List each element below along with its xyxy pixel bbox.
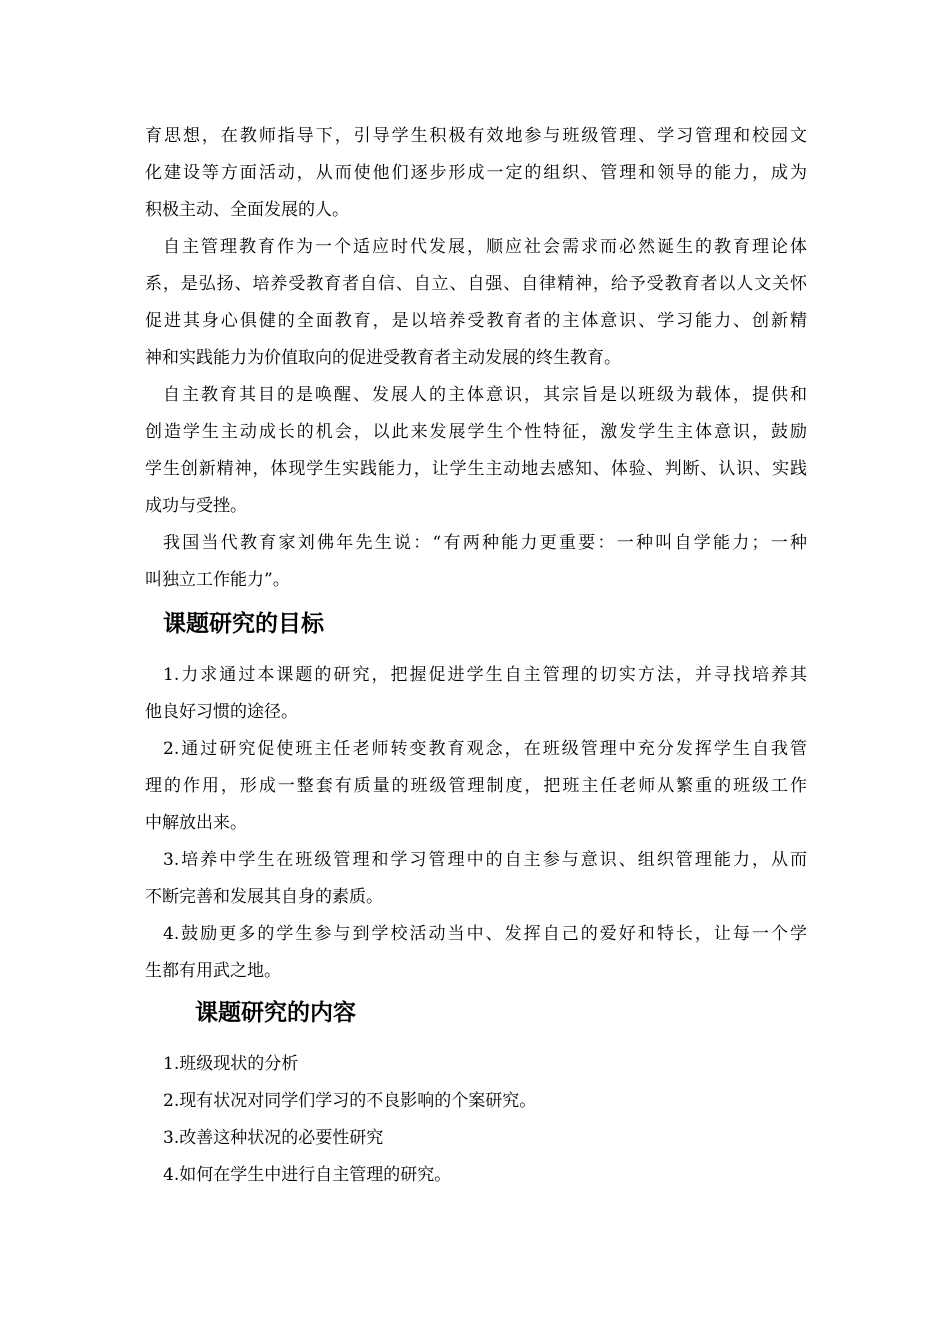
list-item: 3.改善这种状况的必要性研究 — [163, 1128, 384, 1148]
list-item-line: 3.培养中学生在班级管理和学习管理中的自主参与意识、组织管理能力，从而 — [163, 850, 807, 870]
list-item: 2.现有状况对同学们学习的不良影响的个案研究。 — [163, 1091, 537, 1111]
paragraph-line: 神和实践能力为价值取向的促进受教育者主动发展的终生教育。 — [145, 348, 621, 368]
list-item-line: 他良好习惯的途径。 — [145, 702, 298, 722]
paragraph-line: 成功与受挫。 — [145, 496, 247, 516]
paragraph-line: 积极主动、全面发展的人。 — [145, 200, 349, 220]
list-item-line: 4.鼓励更多的学生参与到学校活动当中、发挥自己的爱好和特长，让每一个学 — [163, 924, 807, 944]
list-item-line: 不断完善和发展其自身的素质。 — [145, 887, 383, 907]
list-item: 1.班级现状的分析 — [163, 1054, 299, 1074]
paragraph-line: 促进其身心俱健的全面教育，是以培养受教育者的主体意识、学习能力、创新精 — [145, 311, 807, 331]
paragraph-line: 学生创新精神，体现学生实践能力，让学生主动地去感知、体验、判断、认识、实践 — [145, 459, 807, 479]
list-item-line: 中解放出来。 — [145, 813, 247, 833]
paragraph-line: 自主管理教育作为一个适应时代发展，顺应社会需求而必然诞生的教育理论体 — [163, 237, 807, 257]
list-item-line: 理的作用，形成一整套有质量的班级管理制度，把班主任老师从繁重的班级工作 — [145, 776, 807, 796]
paragraph-line: 系，是弘扬、培养受教育者自信、自立、自强、自律精神，给予受教育者以人文关怀 — [145, 274, 807, 294]
section-heading-content: 课题研究的内容 — [195, 999, 356, 1026]
list-item-line: 2.通过研究促使班主任老师转变教育观念，在班级管理中充分发挥学生自我管 — [163, 739, 807, 759]
list-item-line: 1.力求通过本课题的研究，把握促进学生自主管理的切实方法，并寻找培养其 — [163, 665, 807, 685]
paragraph-line: 育思想，在教师指导下，引导学生积极有效地参与班级管理、学习管理和校园文 — [145, 126, 807, 146]
section-heading-goals: 课题研究的目标 — [163, 610, 324, 637]
paragraph-line: 创造学生主动成长的机会，以此来发展学生个性特征，激发学生主体意识，鼓励 — [145, 422, 807, 442]
paragraph-line: 叫独立工作能力”。 — [145, 570, 290, 590]
list-item-line: 生都有用武之地。 — [145, 961, 281, 981]
paragraph-line: 自主教育其目的是唤醒、发展人的主体意识，其宗旨是以班级为载体，提供和 — [163, 385, 807, 405]
paragraph-line: 我国当代教育家刘佛年先生说：“有两种能力更重要：一种叫自学能力；一种 — [163, 533, 807, 553]
paragraph-line: 化建设等方面活动，从而使他们逐步形成一定的组织、管理和领导的能力，成为 — [145, 163, 807, 183]
list-item: 4.如何在学生中进行自主管理的研究。 — [163, 1165, 452, 1185]
